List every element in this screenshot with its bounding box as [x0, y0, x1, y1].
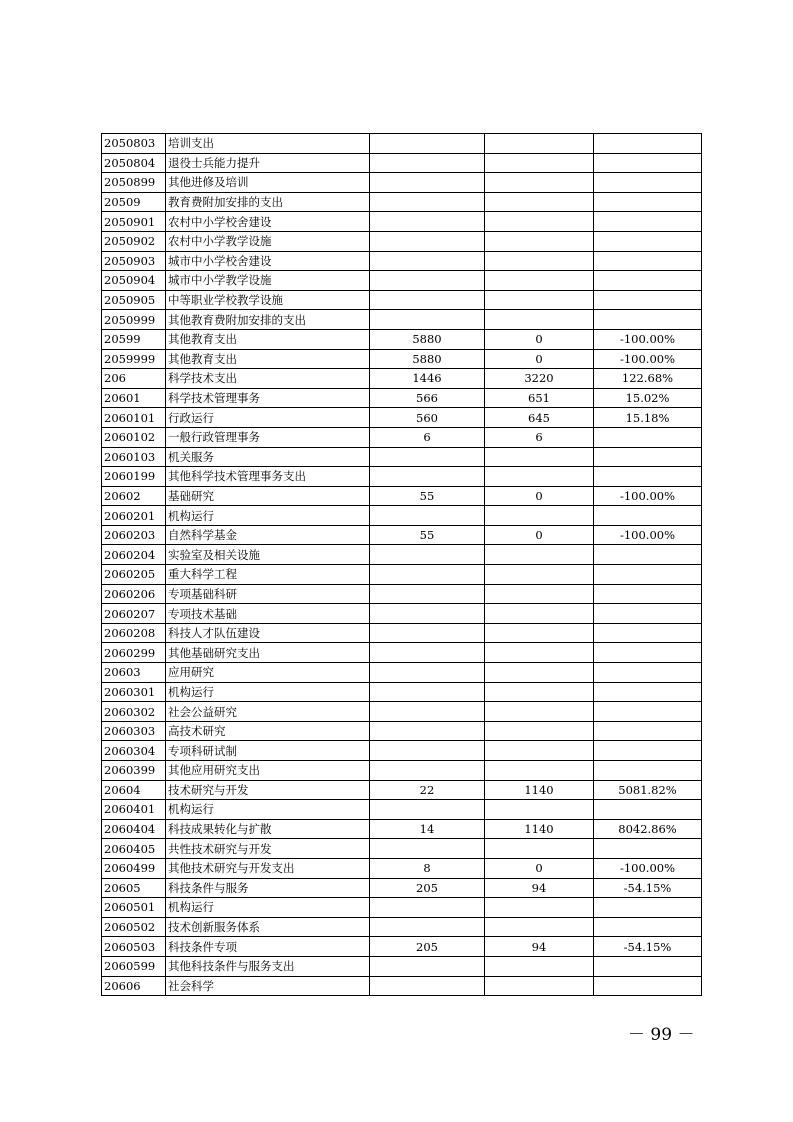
row-name-cell: 技术研究与开发 — [166, 780, 370, 800]
row-code-cell: 206 — [102, 369, 166, 389]
row-change-percent-cell — [594, 800, 702, 820]
row-name-cell: 应用研究 — [166, 663, 370, 683]
row-value-previous-cell: 5880 — [370, 329, 485, 349]
row-value-current-cell — [485, 134, 594, 154]
row-name-cell: 农村中小学校舍建设 — [166, 212, 370, 232]
row-value-previous-cell — [370, 467, 485, 487]
table-row — [102, 623, 702, 643]
row-value-previous-cell — [370, 839, 485, 859]
row-code-cell: 20509 — [102, 192, 166, 212]
row-code-cell: 2060205 — [102, 565, 166, 585]
table-row — [102, 153, 702, 173]
row-name-cell: 专项技术基础 — [166, 604, 370, 624]
row-value-previous-cell — [370, 761, 485, 781]
table-row — [102, 427, 702, 447]
row-value-current-cell — [485, 584, 594, 604]
row-value-current-cell — [485, 153, 594, 173]
row-name-cell: 其他基础研究支出 — [166, 643, 370, 663]
row-value-current-cell — [485, 702, 594, 722]
row-value-previous-cell — [370, 153, 485, 173]
table-row — [102, 878, 702, 898]
table-row — [102, 858, 702, 878]
row-value-previous-cell: 560 — [370, 408, 485, 428]
row-value-previous-cell: 205 — [370, 878, 485, 898]
table-row — [102, 134, 702, 154]
row-value-current-cell: 94 — [485, 878, 594, 898]
row-change-percent-cell: -54.15% — [594, 937, 702, 957]
row-change-percent-cell — [594, 192, 702, 212]
row-code-cell: 2060299 — [102, 643, 166, 663]
row-code-cell: 2060303 — [102, 721, 166, 741]
row-code-cell: 2060599 — [102, 956, 166, 976]
row-code-cell: 2060204 — [102, 545, 166, 565]
table-row — [102, 251, 702, 271]
row-value-previous-cell: 55 — [370, 525, 485, 545]
row-change-percent-cell — [594, 467, 702, 487]
table-row — [102, 173, 702, 193]
row-name-cell: 机关服务 — [166, 447, 370, 467]
row-change-percent-cell — [594, 231, 702, 251]
row-code-cell: 2050803 — [102, 134, 166, 154]
row-value-current-cell — [485, 956, 594, 976]
row-code-cell: 2060102 — [102, 427, 166, 447]
row-code-cell: 20605 — [102, 878, 166, 898]
row-value-previous-cell — [370, 898, 485, 918]
row-value-current-cell — [485, 761, 594, 781]
row-code-cell: 20599 — [102, 329, 166, 349]
budget-table-body — [102, 134, 702, 996]
row-value-current-cell — [485, 290, 594, 310]
table-row — [102, 486, 702, 506]
row-value-current-cell: 6 — [485, 427, 594, 447]
row-value-previous-cell: 5880 — [370, 349, 485, 369]
row-value-previous-cell — [370, 192, 485, 212]
row-value-current-cell — [485, 271, 594, 291]
row-value-previous-cell — [370, 800, 485, 820]
row-code-cell: 2060399 — [102, 761, 166, 781]
table-row — [102, 447, 702, 467]
row-change-percent-cell — [594, 898, 702, 918]
row-name-cell: 机构运行 — [166, 506, 370, 526]
row-value-previous-cell — [370, 741, 485, 761]
row-code-cell: 2060503 — [102, 937, 166, 957]
table-row — [102, 506, 702, 526]
row-value-current-cell: 94 — [485, 937, 594, 957]
row-value-previous-cell: 22 — [370, 780, 485, 800]
row-name-cell: 科技人才队伍建设 — [166, 623, 370, 643]
table-row — [102, 388, 702, 408]
row-value-previous-cell — [370, 721, 485, 741]
row-name-cell: 科技成果转化与扩散 — [166, 819, 370, 839]
row-change-percent-cell — [594, 721, 702, 741]
row-value-current-cell — [485, 565, 594, 585]
row-name-cell: 机构运行 — [166, 800, 370, 820]
row-change-percent-cell — [594, 173, 702, 193]
row-change-percent-cell: 15.18% — [594, 408, 702, 428]
row-code-cell: 2060207 — [102, 604, 166, 624]
row-value-previous-cell: 205 — [370, 937, 485, 957]
row-value-previous-cell — [370, 212, 485, 232]
row-code-cell: 20601 — [102, 388, 166, 408]
budget-table — [101, 133, 702, 996]
row-code-cell: 2060201 — [102, 506, 166, 526]
row-value-current-cell: 651 — [485, 388, 594, 408]
row-code-cell: 2050899 — [102, 173, 166, 193]
row-name-cell: 高技术研究 — [166, 721, 370, 741]
table-row — [102, 800, 702, 820]
row-value-previous-cell: 566 — [370, 388, 485, 408]
row-name-cell: 科学技术管理事务 — [166, 388, 370, 408]
row-name-cell: 培训支出 — [166, 134, 370, 154]
row-change-percent-cell — [594, 134, 702, 154]
row-name-cell: 专项科研试制 — [166, 741, 370, 761]
table-row — [102, 212, 702, 232]
table-row — [102, 702, 702, 722]
row-value-current-cell: 0 — [485, 349, 594, 369]
row-name-cell: 城市中小学教学设施 — [166, 271, 370, 291]
row-name-cell: 农村中小学教学设施 — [166, 231, 370, 251]
row-code-cell: 2060301 — [102, 682, 166, 702]
row-value-previous-cell — [370, 604, 485, 624]
row-name-cell: 其他应用研究支出 — [166, 761, 370, 781]
row-value-previous-cell — [370, 251, 485, 271]
row-code-cell: 20602 — [102, 486, 166, 506]
row-value-current-cell: 1140 — [485, 780, 594, 800]
row-name-cell: 机构运行 — [166, 898, 370, 918]
row-value-current-cell — [485, 917, 594, 937]
row-value-current-cell — [485, 839, 594, 859]
row-value-current-cell — [485, 623, 594, 643]
row-change-percent-cell: 15.02% — [594, 388, 702, 408]
row-value-current-cell — [485, 251, 594, 271]
row-code-cell: 2050905 — [102, 290, 166, 310]
table-row — [102, 349, 702, 369]
row-code-cell: 2060401 — [102, 800, 166, 820]
row-value-current-cell — [485, 231, 594, 251]
row-value-previous-cell — [370, 231, 485, 251]
row-code-cell: 2060203 — [102, 525, 166, 545]
row-name-cell: 实验室及相关设施 — [166, 545, 370, 565]
table-row — [102, 329, 702, 349]
row-value-current-cell — [485, 800, 594, 820]
row-name-cell: 其他教育支出 — [166, 329, 370, 349]
table-row — [102, 271, 702, 291]
row-change-percent-cell — [594, 251, 702, 271]
table-row — [102, 192, 702, 212]
row-name-cell: 机构运行 — [166, 682, 370, 702]
row-code-cell: 2060103 — [102, 447, 166, 467]
row-value-current-cell — [485, 643, 594, 663]
row-value-current-cell: 0 — [485, 329, 594, 349]
row-value-previous-cell — [370, 447, 485, 467]
row-value-previous-cell — [370, 565, 485, 585]
row-name-cell: 基础研究 — [166, 486, 370, 506]
row-code-cell: 2060199 — [102, 467, 166, 487]
table-row — [102, 682, 702, 702]
row-code-cell: 2059999 — [102, 349, 166, 369]
row-name-cell: 重大科学工程 — [166, 565, 370, 585]
table-row — [102, 545, 702, 565]
table-row — [102, 467, 702, 487]
row-name-cell: 自然科学基金 — [166, 525, 370, 545]
row-change-percent-cell: -100.00% — [594, 486, 702, 506]
row-value-current-cell: 3220 — [485, 369, 594, 389]
row-name-cell: 社会科学 — [166, 976, 370, 996]
row-change-percent-cell — [594, 623, 702, 643]
row-change-percent-cell: -100.00% — [594, 349, 702, 369]
table-row — [102, 956, 702, 976]
row-code-cell: 2050904 — [102, 271, 166, 291]
row-change-percent-cell: 5081.82% — [594, 780, 702, 800]
table-row — [102, 643, 702, 663]
row-value-current-cell — [485, 467, 594, 487]
row-name-cell: 技术创新服务体系 — [166, 917, 370, 937]
row-change-percent-cell — [594, 565, 702, 585]
table-row — [102, 937, 702, 957]
row-value-previous-cell — [370, 663, 485, 683]
row-value-current-cell: 0 — [485, 486, 594, 506]
table-row — [102, 369, 702, 389]
row-code-cell: 2050999 — [102, 310, 166, 330]
row-value-current-cell — [485, 447, 594, 467]
table-row — [102, 780, 702, 800]
row-value-current-cell — [485, 310, 594, 330]
row-code-cell: 2060208 — [102, 623, 166, 643]
row-change-percent-cell — [594, 427, 702, 447]
row-value-previous-cell: 1446 — [370, 369, 485, 389]
row-code-cell: 2060499 — [102, 858, 166, 878]
row-value-current-cell — [485, 682, 594, 702]
table-row — [102, 663, 702, 683]
row-code-cell: 2050804 — [102, 153, 166, 173]
row-change-percent-cell — [594, 682, 702, 702]
row-name-cell: 教育费附加安排的支出 — [166, 192, 370, 212]
table-row — [102, 819, 702, 839]
row-code-cell: 20604 — [102, 780, 166, 800]
row-value-current-cell — [485, 898, 594, 918]
table-row — [102, 584, 702, 604]
row-name-cell: 其他技术研究与开发支出 — [166, 858, 370, 878]
table-row — [102, 604, 702, 624]
row-change-percent-cell — [594, 663, 702, 683]
table-row — [102, 898, 702, 918]
row-code-cell: 20606 — [102, 976, 166, 996]
row-value-previous-cell — [370, 271, 485, 291]
row-value-previous-cell — [370, 506, 485, 526]
row-value-previous-cell — [370, 917, 485, 937]
row-name-cell: 城市中小学校舍建设 — [166, 251, 370, 271]
row-value-current-cell — [485, 545, 594, 565]
row-value-previous-cell — [370, 173, 485, 193]
row-change-percent-cell — [594, 761, 702, 781]
row-code-cell: 2060404 — [102, 819, 166, 839]
row-value-previous-cell — [370, 545, 485, 565]
row-change-percent-cell: 122.68% — [594, 369, 702, 389]
table-row — [102, 917, 702, 937]
row-change-percent-cell — [594, 506, 702, 526]
table-row — [102, 761, 702, 781]
row-name-cell: 一般行政管理事务 — [166, 427, 370, 447]
row-value-current-cell — [485, 741, 594, 761]
table-row — [102, 231, 702, 251]
row-change-percent-cell — [594, 290, 702, 310]
row-value-previous-cell — [370, 584, 485, 604]
row-value-current-cell — [485, 663, 594, 683]
row-value-current-cell: 645 — [485, 408, 594, 428]
row-code-cell: 2060206 — [102, 584, 166, 604]
row-name-cell: 科技条件专项 — [166, 937, 370, 957]
row-change-percent-cell — [594, 956, 702, 976]
page-number: － 99 － — [628, 1025, 695, 1045]
row-code-cell: 2060302 — [102, 702, 166, 722]
row-change-percent-cell — [594, 310, 702, 330]
table-row — [102, 565, 702, 585]
row-change-percent-cell: 8042.86% — [594, 819, 702, 839]
row-value-previous-cell — [370, 290, 485, 310]
row-change-percent-cell — [594, 976, 702, 996]
row-name-cell: 社会公益研究 — [166, 702, 370, 722]
row-value-current-cell — [485, 212, 594, 232]
row-change-percent-cell — [594, 584, 702, 604]
row-code-cell: 2060101 — [102, 408, 166, 428]
row-change-percent-cell: -54.15% — [594, 878, 702, 898]
row-change-percent-cell — [594, 702, 702, 722]
row-change-percent-cell — [594, 604, 702, 624]
table-row — [102, 310, 702, 330]
row-value-previous-cell — [370, 310, 485, 330]
table-row — [102, 976, 702, 996]
table-row — [102, 721, 702, 741]
table-row — [102, 290, 702, 310]
row-name-cell: 其他教育支出 — [166, 349, 370, 369]
row-value-previous-cell — [370, 976, 485, 996]
row-name-cell: 共性技术研究与开发 — [166, 839, 370, 859]
row-name-cell: 专项基础科研 — [166, 584, 370, 604]
row-change-percent-cell — [594, 545, 702, 565]
row-value-previous-cell — [370, 623, 485, 643]
row-value-current-cell: 0 — [485, 858, 594, 878]
row-value-previous-cell: 8 — [370, 858, 485, 878]
row-code-cell: 2060501 — [102, 898, 166, 918]
table-row — [102, 525, 702, 545]
row-value-previous-cell — [370, 702, 485, 722]
row-change-percent-cell — [594, 212, 702, 232]
row-change-percent-cell — [594, 917, 702, 937]
row-change-percent-cell — [594, 839, 702, 859]
row-name-cell: 科技条件与服务 — [166, 878, 370, 898]
row-code-cell: 2050902 — [102, 231, 166, 251]
row-change-percent-cell: -100.00% — [594, 858, 702, 878]
row-name-cell: 退役士兵能力提升 — [166, 153, 370, 173]
row-value-current-cell — [485, 976, 594, 996]
row-code-cell: 2060304 — [102, 741, 166, 761]
row-name-cell: 科学技术支出 — [166, 369, 370, 389]
row-change-percent-cell: -100.00% — [594, 525, 702, 545]
row-name-cell: 中等职业学校教学设施 — [166, 290, 370, 310]
row-value-current-cell: 0 — [485, 525, 594, 545]
row-value-previous-cell — [370, 643, 485, 663]
row-value-current-cell — [485, 173, 594, 193]
row-change-percent-cell — [594, 447, 702, 467]
table-row — [102, 408, 702, 428]
row-name-cell: 其他科技条件与服务支出 — [166, 956, 370, 976]
row-change-percent-cell — [594, 643, 702, 663]
table-row — [102, 839, 702, 859]
row-code-cell: 2050901 — [102, 212, 166, 232]
row-code-cell: 20603 — [102, 663, 166, 683]
row-name-cell: 其他科学技术管理事务支出 — [166, 467, 370, 487]
row-value-previous-cell: 6 — [370, 427, 485, 447]
row-code-cell: 2050903 — [102, 251, 166, 271]
row-value-current-cell — [485, 721, 594, 741]
row-name-cell: 行政运行 — [166, 408, 370, 428]
row-value-previous-cell: 55 — [370, 486, 485, 506]
row-change-percent-cell — [594, 271, 702, 291]
row-value-current-cell — [485, 192, 594, 212]
row-name-cell: 其他进修及培训 — [166, 173, 370, 193]
row-value-previous-cell — [370, 134, 485, 154]
row-code-cell: 2060405 — [102, 839, 166, 859]
row-change-percent-cell — [594, 153, 702, 173]
row-change-percent-cell: -100.00% — [594, 329, 702, 349]
row-value-current-cell: 1140 — [485, 819, 594, 839]
row-value-previous-cell — [370, 682, 485, 702]
row-name-cell: 其他教育费附加安排的支出 — [166, 310, 370, 330]
row-value-previous-cell — [370, 956, 485, 976]
row-value-previous-cell: 14 — [370, 819, 485, 839]
row-value-current-cell — [485, 506, 594, 526]
row-code-cell: 2060502 — [102, 917, 166, 937]
row-value-current-cell — [485, 604, 594, 624]
table-row — [102, 741, 702, 761]
row-change-percent-cell — [594, 741, 702, 761]
